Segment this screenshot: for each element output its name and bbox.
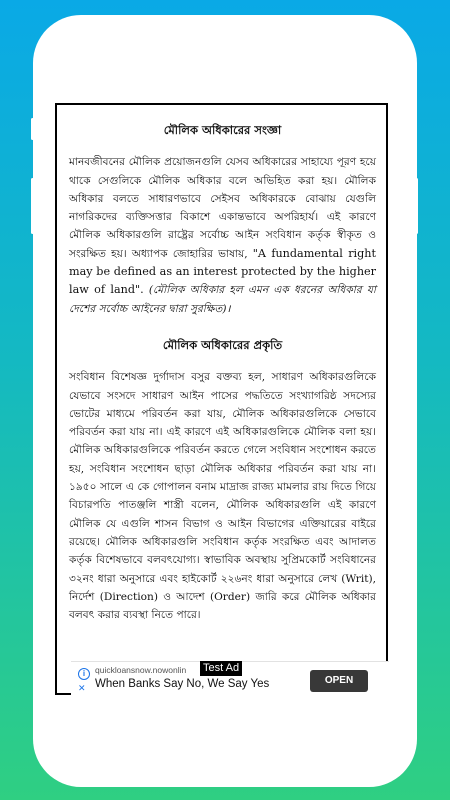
english-quote: "A fundamental right may be defined as an interest protected by the higher law of land". <box>69 246 376 297</box>
ad-close-icon[interactable]: ✕ <box>78 683 86 693</box>
phone-side-button-left <box>31 118 34 140</box>
document-page <box>55 103 388 695</box>
phone-side-button-right <box>415 178 418 234</box>
heading-nature: মৌলিক অধিকারের প্রকৃতি <box>162 337 283 352</box>
ad-banner[interactable] <box>71 661 389 698</box>
ad-url: quickloansnow.nowonlin <box>95 665 187 675</box>
ad-open-button[interactable]: OPEN <box>310 670 368 692</box>
heading-definition: মৌলিক অধিকারের সংজ্ঞা <box>163 123 282 137</box>
ad-title[interactable]: When Banks Say No, We Say Yes <box>95 678 270 690</box>
phone-side-button-left-2 <box>31 178 34 234</box>
paragraph-definition-text: মানবজীবনের মৌলিক প্রয়োজনগুলি যেসব অধিকারের সাহায্যে পূরণ হয়ে থাকে সেগুলিকে মৌলিক অধিকার বলে অভিহিত করা হয়। মৌলিক অধিকার বলতে সাধারণভাবে সেইসব অধিকারকে বোঝায় যেগুলি নাগরিকদের ব্যক্তিসত্তার বিকাশে একান্তভাবে অপরিহার্য। এই কারণে মৌলিক অধিকারগুলি রাষ্ট্রের সর্বোচ্চ আইন সংবিধান কর্তৃক স্বীকৃত ও সংরক্ষিত হয়। অধ্যাপক জোহারির ভাষায়, <box>69 156 376 260</box>
ad-info-icon[interactable]: i <box>78 668 90 680</box>
ad-label: Test Ad <box>200 661 242 676</box>
paragraph-nature: সংবিধান বিশেষজ্ঞ দুর্গাদাস বসুর বক্তব্য হল, সাধারণ অধিকারগুলিকে যেভাবে সংসদে সাধারণ আইন পাসের পদ্ধতিতে সংখ্যাগরিষ্ঠ সদস্যের ভোটের মাধ্যমে পরিবর্তন করা যায়, মৌলিক অধিকারগুলিকে সেভাবে পরিবর্তন করা যায় না। এই কারণে এই অধিকারগুলিকে মৌলিক বলা হয়। মৌলিক অধিকারগুলিকে পরিবর্তন করতে গেলে সংবিধান সংশোধন করতে হয়, সংবিধান সংশোধন ছাড়া মৌলিক অধিকার পরিবর্তন করা যায় না। ১৯৫০ সালে এ কে গোপালন বনাম মাদ্রাজ রাজ্য মামলার রায় দিতে গিয়ে বিচারপতি পাতঞ্জলি শাস্ত্রী বলেন, মৌলিক অধিকারগুলি এই কারণে মৌলিক যে এগুলি শাসন বিভাগ ও আইন বিভাগের এক্তিয়ারের বাইরে রয়েছে। মৌলিক অধিকারগুলি সংবিধান কর্তৃক সংরক্ষিত এবং আদালত কর্তৃক বিশেষভাবে বলবৎযোগ্য। স্বাভাবিক অবস্থায় সুপ্রিমকোর্ট সংবিধানের ৩২নং ধারা অনুসারে এবং হাইকোর্ট ২২৬নং ধারা অনুসারে লেখ (Writ), নির্দেশ (Direction) ও আদেশ (Order) জারি করে মৌলিক অধিকার বলবৎ করার ব্যবস্থা নিতে পারে। <box>69 371 376 622</box>
paragraph-definition <box>69 153 376 318</box>
italic-translation: (মৌলিক অধিকার হল এমন এক ধরনের অধিকার যা দেশের সর্বোচ্চ আইনের দ্বারা সুরক্ষিত)। <box>69 284 376 315</box>
